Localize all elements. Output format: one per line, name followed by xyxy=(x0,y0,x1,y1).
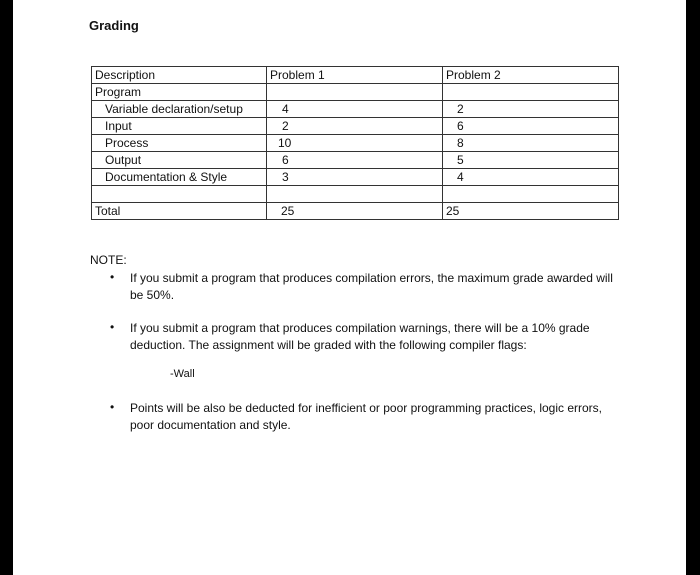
header-problem-2: Problem 2 xyxy=(443,67,619,84)
note-label: NOTE: xyxy=(90,253,127,267)
table-row xyxy=(92,152,619,169)
page-title: Grading xyxy=(89,18,139,33)
problem-2-points: 4 xyxy=(443,169,619,186)
table-row xyxy=(92,101,619,118)
table-row xyxy=(92,169,619,186)
problem-1-points: 3 xyxy=(267,169,443,186)
table-row xyxy=(92,84,619,101)
problem-2-points: 5 xyxy=(443,152,619,169)
document-page xyxy=(13,0,686,575)
problem-1-points: 10 xyxy=(267,135,443,152)
problem-1-points: 2 xyxy=(267,118,443,135)
compiler-flag: -Wall xyxy=(170,368,195,380)
problem-1-points: 4 xyxy=(267,101,443,118)
header-problem-1: Problem 1 xyxy=(267,67,443,84)
table-row-empty xyxy=(92,186,619,203)
row-label: Input xyxy=(92,118,267,135)
total-label: Total xyxy=(92,203,267,220)
bullet-icon: • xyxy=(110,270,115,284)
table-header-row xyxy=(92,67,619,84)
total-problem-2: 25 xyxy=(443,203,619,220)
row-label: Output xyxy=(92,152,267,169)
note-bullet-compilation-warnings: If you submit a program that produces compilation warnings, there will be a 10% grade deduction. The assignment will be graded with the following compiler flags: xyxy=(130,321,590,352)
row-label: Documentation & Style xyxy=(92,169,267,186)
row-label: Variable declaration/setup xyxy=(92,101,267,118)
table-row xyxy=(92,135,619,152)
grading-table xyxy=(91,66,619,220)
total-problem-1: 25 xyxy=(267,203,443,220)
note-bullet-deductions: Points will be also be deducted for inefficient or poor programming practices, logic errors, poor documentation and style. xyxy=(130,401,603,432)
bullet-icon: • xyxy=(110,320,115,334)
table-row xyxy=(92,118,619,135)
table-total-row xyxy=(92,203,619,220)
problem-1-points: 6 xyxy=(267,152,443,169)
bullet-icon: • xyxy=(110,400,115,414)
problem-2-points: 8 xyxy=(443,135,619,152)
problem-2-points: 2 xyxy=(443,101,619,118)
header-description: Description xyxy=(92,67,267,84)
program-label: Program xyxy=(92,84,267,101)
note-bullet-compilation-errors: If you submit a program that produces compilation errors, the maximum grade awarded will be 50%. xyxy=(130,271,613,302)
problem-2-points: 6 xyxy=(443,118,619,135)
row-label: Process xyxy=(92,135,267,152)
